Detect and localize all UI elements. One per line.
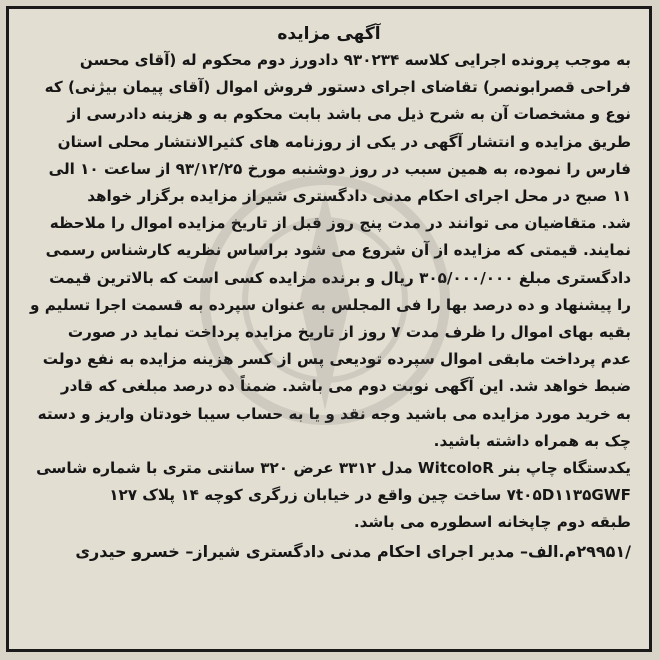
notice-line: شد. متقاضیان می توانند در مدت پنج روز قبل از تاریخ مزایده اموال را ملاحظه: [49, 214, 631, 233]
item-description-line: یکدستگاه چاپ بنر WitcoloR مدل ۳۳۱۲ عرض ۳۲۰ سانتی متری با شماره شاسی: [36, 459, 631, 478]
notice-line: ۱۱ صبح در محل اجرای احکام مدنی دادگستری شیراز مزایده برگزار خواهد: [87, 187, 631, 206]
notice-line: به موجب پرونده اجرایی کلاسه ۹۳۰۲۳۴ دادورز دوم محکوم له (آقای محسن: [79, 51, 631, 69]
notice-line: عدم پرداخت مابقی اموال سپرده تودیعی پس از کسر هزینه مزایده به نفع دولت: [42, 350, 631, 369]
notice-signature: /۲۹۹۵۱م.الف– مدیر اجرای احکام مدنی دادگستری شیراز– خسرو حیدری: [75, 541, 631, 561]
notice-line: نمایند. قیمتی که مزایده از آن شروع می شود براساس نظریه کارشناس رسمی: [45, 241, 631, 260]
notice-body: [27, 47, 631, 537]
notice-line: فراحی قصرابونصر) تقاضای اجرای دستور فروش اموال (آقای پیمان بیژنی) که: [44, 78, 631, 97]
notice-line: دادگستری مبلغ ۳۰۵/۰۰۰/۰۰۰ ریال و برنده مزایده کسی است که بالاترین قیمت: [49, 268, 631, 287]
notice-line: را پیشنهاد و ده درصد بها را فی المجلس به عنوان سپرده به قسمت اجرا تسلیم و: [29, 295, 631, 314]
auction-notice: [6, 6, 652, 652]
notice-line: ضبط خواهد شد. این آگهی نوبت دوم می باشد. ضمناً ده درصد مبلغی که قادر: [60, 377, 631, 396]
item-description-line: ۷t۰۵D۱۱۳۵GWF ساخت چین واقع در خیابان زرگری کوچه ۱۴ پلاک ۱۲۷: [109, 486, 631, 505]
item-description-line: طبقه دوم چاپخانه اسطوره می باشد.: [353, 513, 631, 532]
notice-line: به خرید مورد مزایده می باشید وجه نقد و یا به حساب سیبا خودتان واریز و دسته: [37, 404, 631, 423]
notice-line: نوع و مشخصات آن به شرح ذیل می باشد بابت محکوم به و هزینه دادرسی از: [67, 105, 631, 124]
notice-title: آگهی مزایده: [277, 24, 381, 44]
notice-line: فارس را نموده، به همین سبب در روز دوشنبه مورخ ۹۳/۱۲/۲۵ از ساعت ۱۰ الی: [48, 159, 631, 178]
notice-line: بقیه بهای اموال را ظرف مدت ۷ روز از تاریخ مزایده پرداخت نماید در صورت: [67, 323, 631, 342]
notice-line: طریق مزایده و انتشار آگهی در یکی از روزنامه های کثیرالانتشار محلی استان: [57, 132, 631, 151]
notice-line: چک به همراه داشته باشید.: [433, 431, 631, 450]
